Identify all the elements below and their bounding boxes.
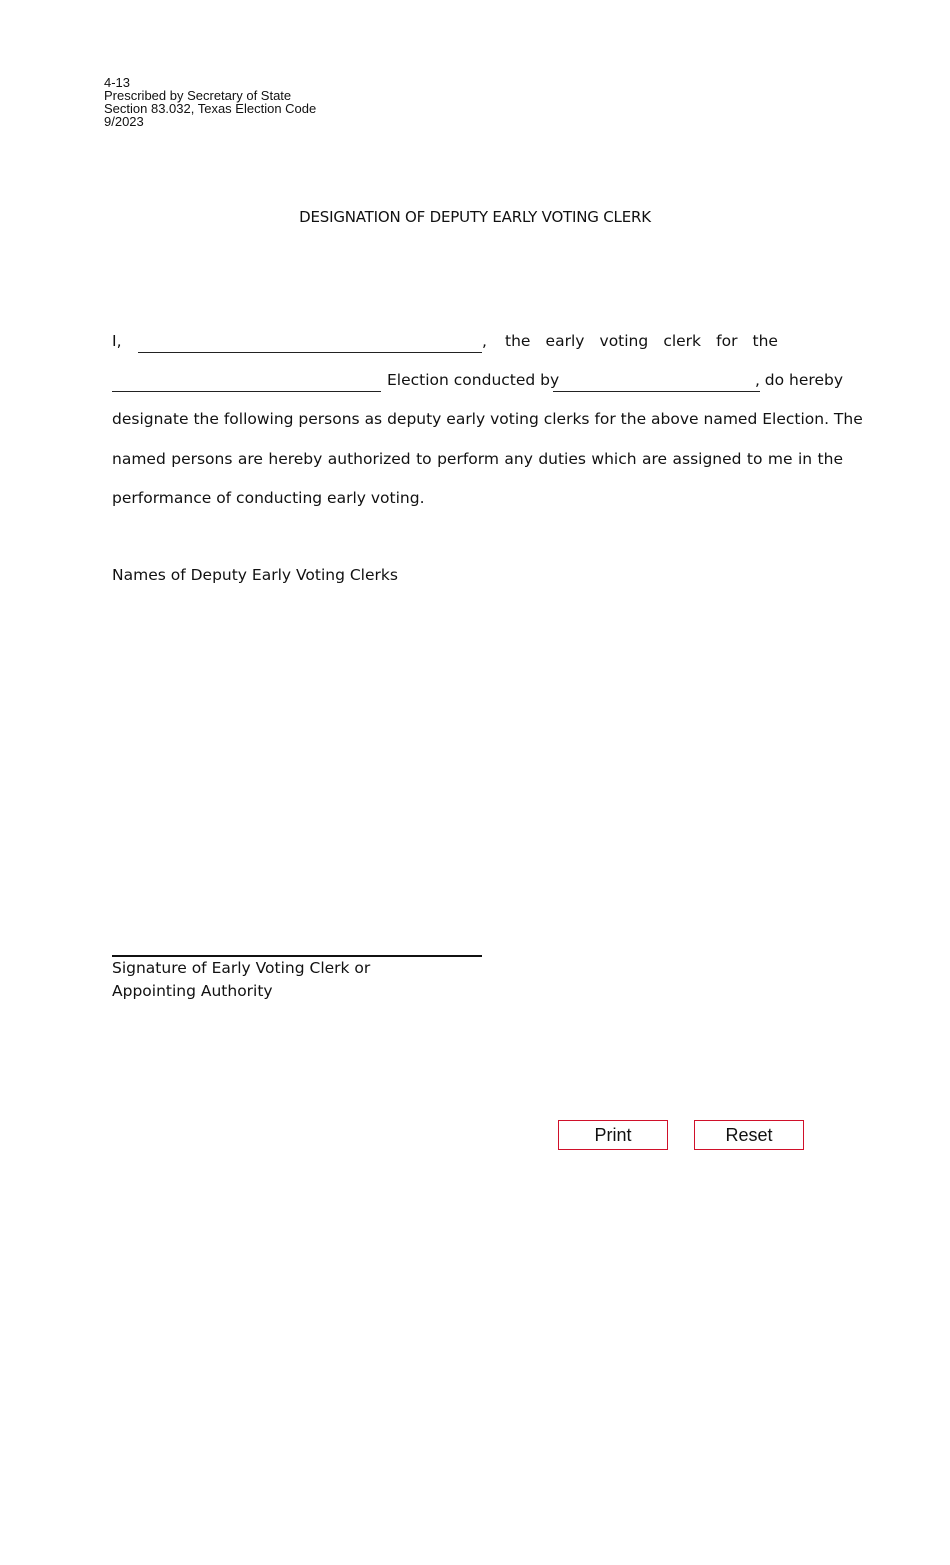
form-revision-date: 9/2023	[104, 114, 144, 129]
election-name-field[interactable]	[112, 371, 381, 392]
line1-prefix: I,	[112, 332, 122, 350]
form-number: 4-13	[104, 75, 131, 90]
do-hereby-text: , do hereby	[754, 371, 843, 389]
conducted-by-text: Election conducted by	[387, 371, 560, 389]
signature-label-line-2: Appointing Authority	[112, 982, 273, 1000]
page-title: DESIGNATION OF DEPUTY EARLY VOTING CLERK	[299, 208, 651, 226]
line1-comma: ,	[482, 332, 487, 350]
line1-word: early	[545, 332, 585, 350]
form-header-meta	[104, 76, 316, 128]
line1-word: the	[505, 332, 531, 350]
designation-line-3: designate the following persons as deputy early voting clerks for the above named Election. The	[112, 410, 863, 428]
signature-label-line-1: Signature of Early Voting Clerk or	[112, 959, 371, 977]
deputy-names-heading: Names of Deputy Early Voting Clerks	[112, 566, 398, 584]
statute-section: Section 83.032, Texas Election Code	[104, 101, 317, 116]
line1-word: voting	[599, 332, 649, 350]
line1-word: for	[716, 332, 738, 350]
line1-words	[505, 332, 778, 350]
print-button[interactable]: Print	[558, 1120, 668, 1150]
designation-line-4: named persons are hereby authorized to perform any duties which are assigned to me in the	[112, 450, 843, 468]
designation-line-5: performance of conducting early voting.	[112, 489, 425, 507]
line1-word: the	[752, 332, 778, 350]
signature-label	[112, 957, 370, 1003]
line1-word: clerk	[663, 332, 702, 350]
prescribed-by: Prescribed by Secretary of State	[104, 88, 292, 103]
reset-button[interactable]: Reset	[694, 1120, 804, 1150]
designation-line-2	[112, 371, 843, 393]
conducting-entity-field[interactable]	[553, 371, 760, 392]
clerk-name-field[interactable]	[138, 332, 482, 353]
designation-line-1	[112, 332, 778, 354]
